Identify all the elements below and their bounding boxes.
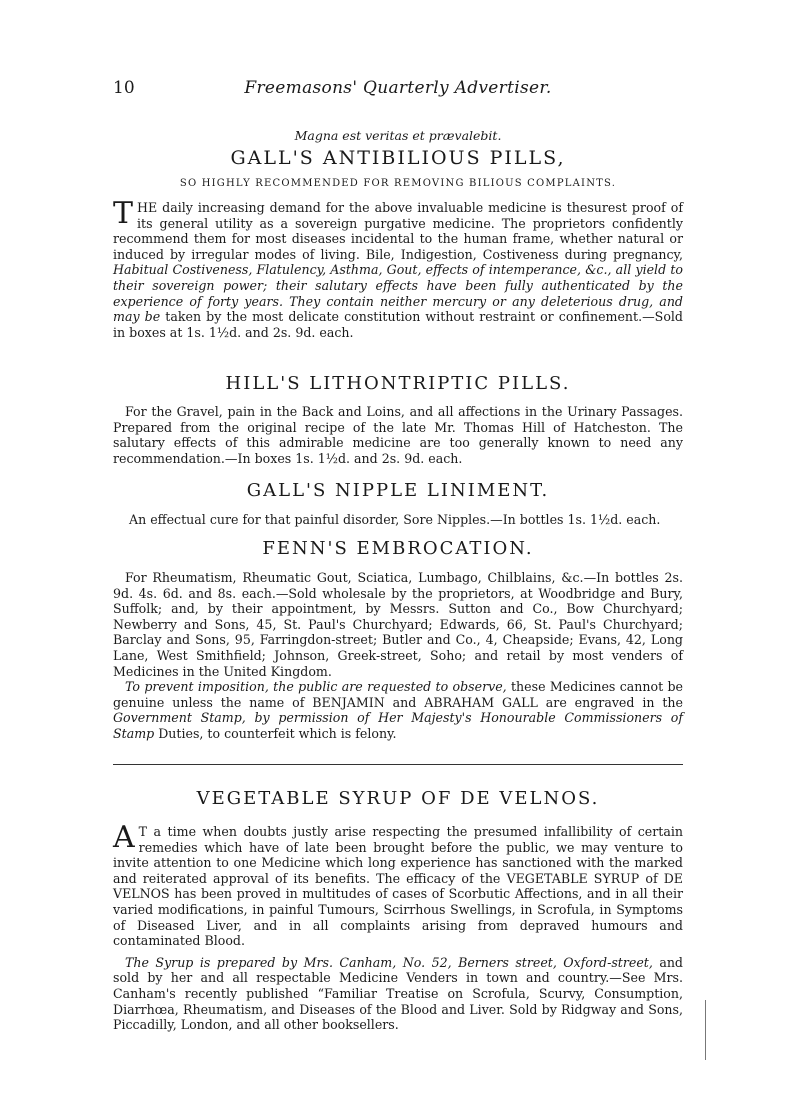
page-header <box>113 78 683 102</box>
ad2-body: For the Gravel, pain in the Back and Loins, and all affections in the Urinary Passages. Prepared from the original recipe of the late Mr. Thomas Hill of Hatcheston. The salutary effects of this admirable medicine are too generally known to need any recommendation.—In boxes 1s. 1½d. and 2s. 9d. each. <box>113 404 683 466</box>
ad2-title: HILL'S LITHONTRIPTIC PILLS. <box>225 373 571 394</box>
drop-cap: A <box>113 820 135 855</box>
ad5-body: A T a time when doubts justly arise respecting the presumed infallibility of certain remedies which have of late been brought before the public, we may venture to invite attention to one Medicine which long experience has sanctioned with the marked and reiterated approval of its benefits. The efficacy of the VEGETABLE SYRUP of DE VELNOS has been proved in multitudes of cases of Scorbutic Affections, and in all their varied modifications, in painful Tumours, Scirrhous Swellings, in Scrofula, in Symptoms of Diseased Liver, and in all complaints arising from depraved humours and contaminated Blood. The Syrup is prepared by Mrs. Canham, No. 52, Berners street, Oxford-street, and sold by her and all respectable Medicine Venders in town and country.—See Mrs. Canham's recently published “Familiar Treatise on Scrofula, Scurvy, Consumption, Diarrhœa, Rheumatism, and Diseases of the Blood and Liver. Sold by Ridgway and Sons, Piccadilly, London, and all other booksellers. <box>113 820 683 1033</box>
page-number: 10 <box>113 78 135 98</box>
ad4-title: FENN'S EMBROCATION. <box>262 538 534 559</box>
ad3-body: An effectual cure for that painful disorder, Sore Nipples.—In bottles 1s. 1½d. each. <box>129 512 661 527</box>
margin-mark <box>705 1000 706 1060</box>
running-title: Freemasons' Quarterly Advertiser. <box>244 78 552 98</box>
ad5-title: VEGETABLE SYRUP OF DE VELNOS. <box>196 788 600 809</box>
ad1-subtitle: SO HIGHLY RECOMMENDED FOR REMOVING BILIOUS COMPLAINTS. <box>179 178 617 189</box>
ad1-body: THE daily increasing demand for the above invaluable medicine is thesurest proof of its general utility as a sovereign purgative medicine. The proprietors confidently recommend them for most diseases incidental to the human frame, whether natural or induced by irregular modes of living. Bile, Indigestion, Costiveness during pregnancy, Habitual Costiveness, Flatulency, Asthma, Gout, effects of intemperance, &c., all yield to their sovereign power; their salutary effects have been fully authenticated by the experience of forty years. They contain neither mercury or any deleterious drug, and may be taken by the most delicate constitution without restraint or confinement.—Sold in boxes at 1s. 1½d. and 2s. 9d. each. <box>113 196 683 340</box>
caution-notice: To prevent imposition, the public are requested to observe, these Medicines cannot be genuine unless the name of BENJAMIN and ABRAHAM GALL are engraved in the Government Stamp, by permission of Her Majesty's Honourable Commissioners of Stamp Duties, to counterfeit which is felony. <box>113 679 683 741</box>
motto: Magna est veritas et prævalebit. <box>294 128 502 143</box>
section-divider <box>113 764 683 765</box>
ad1-title: GALL'S ANTIBILIOUS PILLS, <box>230 147 566 169</box>
ad4-body: For Rheumatism, Rheumatic Gout, Sciatica, Lumbago, Chilblains, &c.—In bottles 2s. 9d. 4s. 6d. and 8s. each.—Sold wholesale by the proprietors, at Woodbridge and Bury, Suffolk; and, by their appointment, by Messrs. Sutton and Co., Bow Churchyard; Newberry and Sons, 45, St. Paul's Churchyard; Edwards, 66, St. Paul's Churchyard; Barclay and Sons, 95, Farringdon-street; Butler and Co., 4, Cheapside; Evans, 42, Long Lane, West Smithfield; Johnson, Greek-street, Soho; and retail by most venders of Medicines in the United Kingdom. To prevent imposition, the public are requested to observe, these Medicines cannot be genuine unless the name of BENJAMIN and ABRAHAM GALL are engraved in the Government Stamp, by permission of Her Majesty's Honourable Commissioners of Stamp Duties, to counterfeit which is felony. <box>113 570 683 741</box>
ad3-title: GALL'S NIPPLE LINIMENT. <box>246 480 550 501</box>
drop-cap: T <box>113 196 134 231</box>
